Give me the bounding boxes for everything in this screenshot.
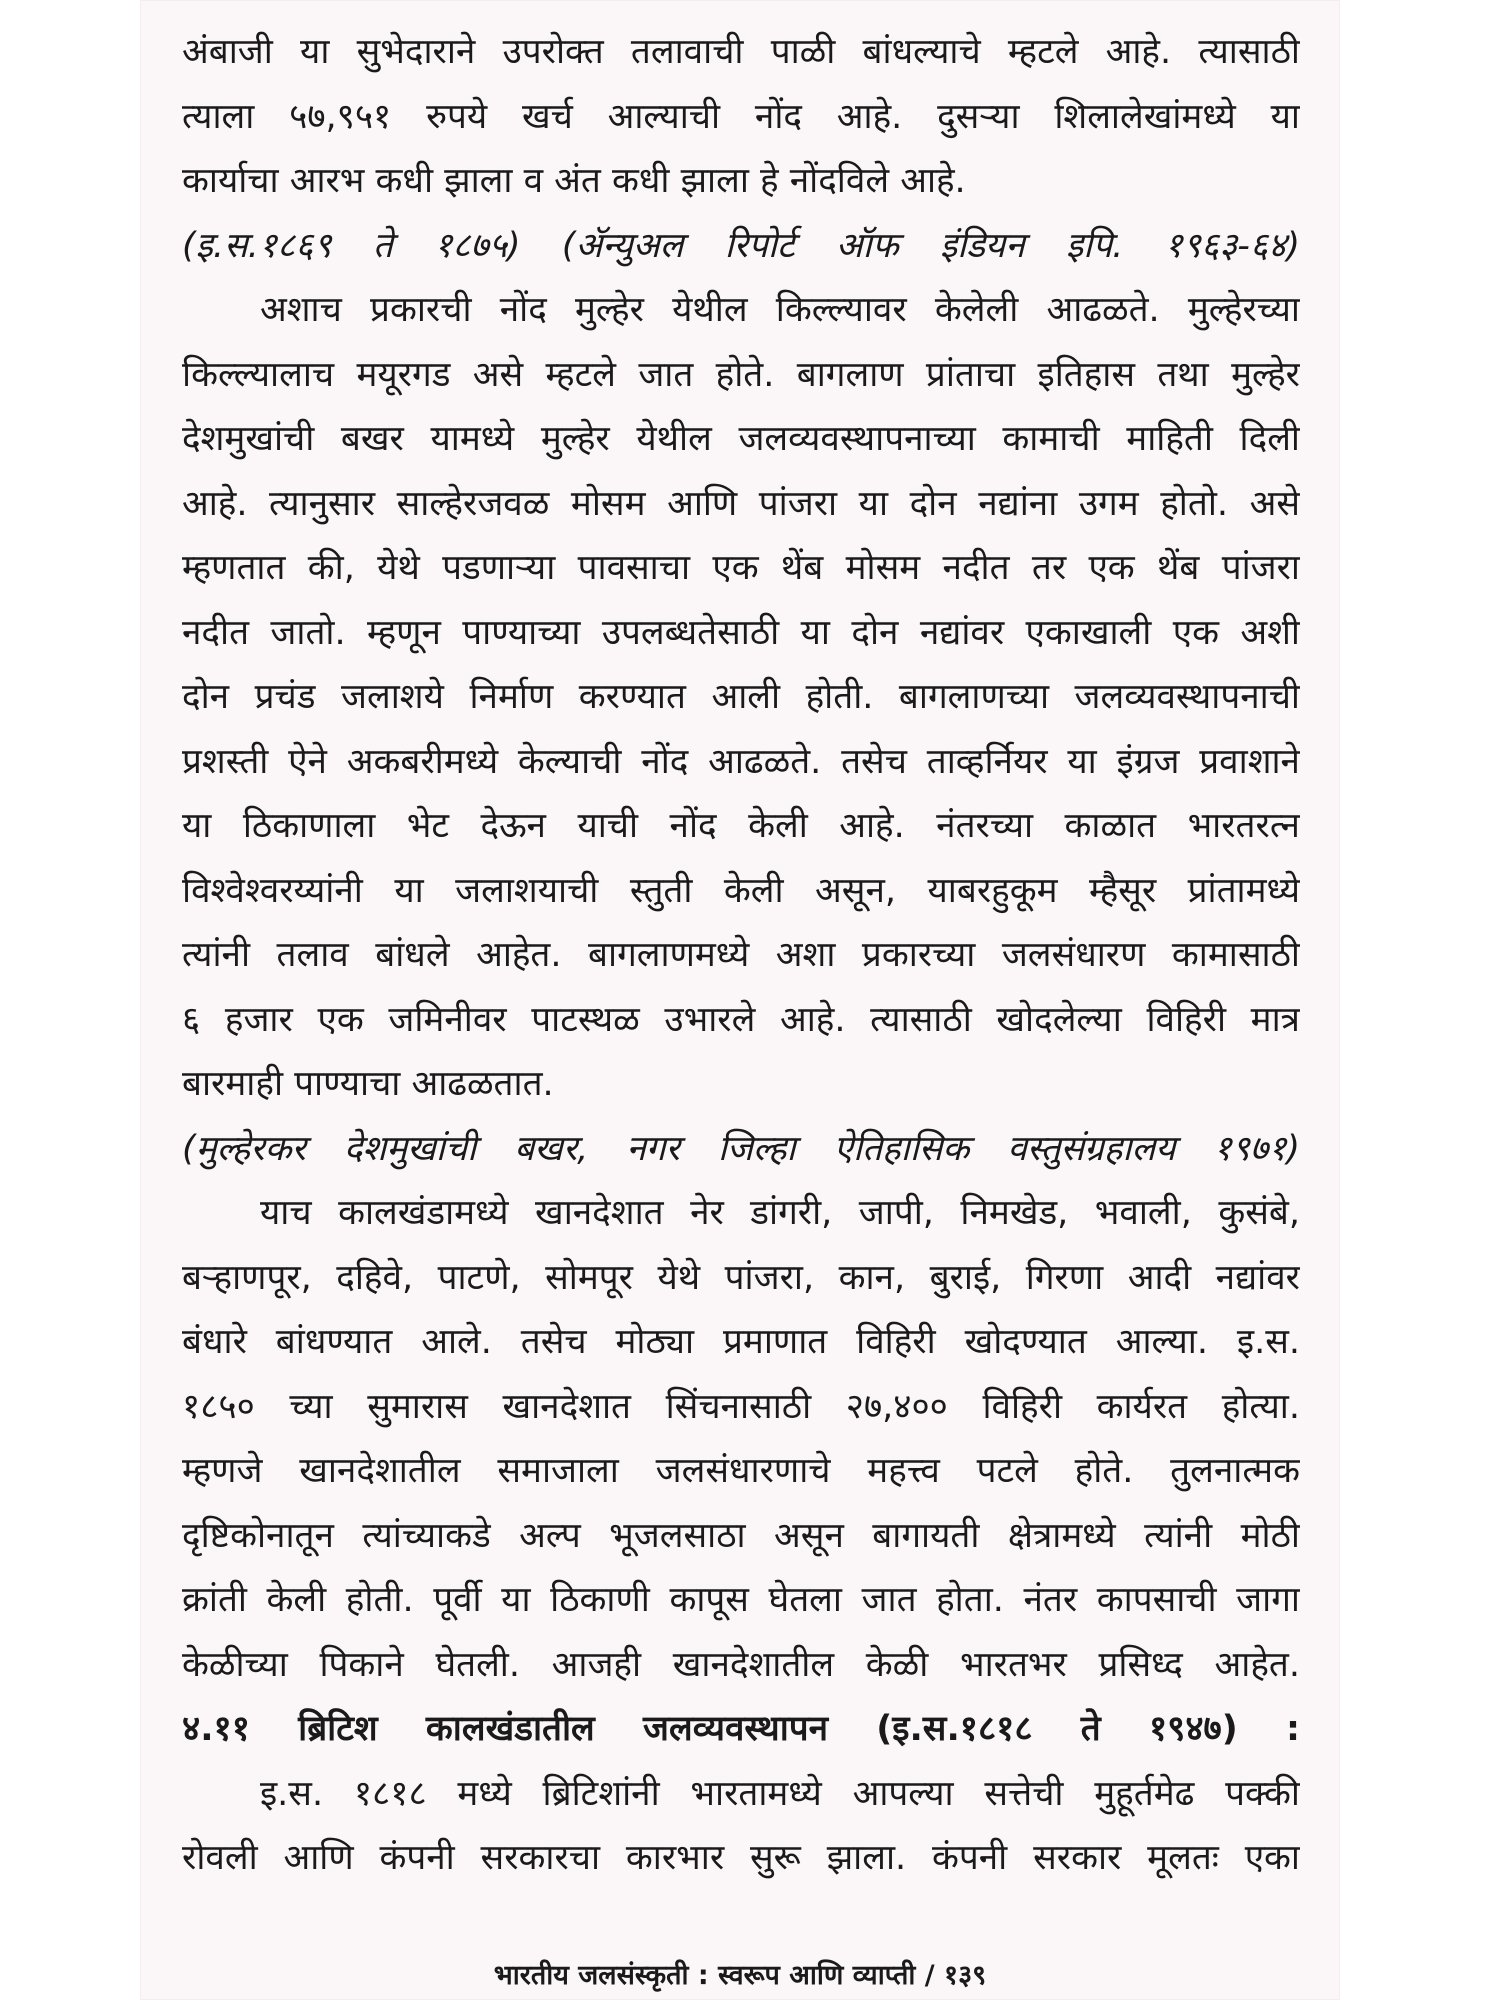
text-line: नदीत जातो. म्हणून पाण्याच्या उपलब्धतेसाठी या दोन नद्यांवर एकाखाली एक अशी [182,612,1300,653]
text-line: केळीच्या पिकाने घेतली. आजही खानदेशातील केळी भारतभर प्रसिध्द आहेत. [182,1644,1300,1685]
text-line: अशाच प्रकारची नोंद मुल्हेर येथील किल्ल्यावर केलेली आढळते. मुल्हेरच्या [260,290,1300,330]
text-line: कार्याचा आरभ कधी झाला व अंत कधी झाला हे नोंदविले आहे. [182,161,966,201]
text-line: ६ हजार एक जमिनीवर पाटस्थळ उभारले आहे. त्यासाठी खोदलेल्या विहिरी मात्र [182,999,1300,1040]
text-line: त्यांनी तलाव बांधले आहेत. बागलाणमध्ये अशा प्रकारच्या जलसंधारण कामासाठी [182,935,1300,975]
text-line: बऱ्हाणपूर, दहिवे, पाटणे, सोमपूर येथे पांजरा, कान, बुराई, गिरणा आदी नद्यांवर [182,1257,1300,1298]
body-text [182,20,1300,1891]
text-line: विश्वेश्वरय्यांनी या जलाशयाची स्तुती केली असून, याबरहुकूम म्हैसूर प्रांतामध्ये [182,870,1300,911]
text-line: १८५० च्या सुमारास खानदेशात सिंचनासाठी २७,४०० विहिरी कार्यरत होत्या. [182,1386,1300,1427]
citation-line: (मुल्हेरकर देशमुखांची बखर, नगर जिल्हा ऐतिहासिक वस्तुसंग्रहालय १९७१) [182,1128,1300,1169]
text-line: बंधारे बांधण्यात आले. तसेच मोठ्या प्रमाणात विहिरी खोदण्यात आल्या. इ.स. [182,1322,1300,1362]
text-line: म्हणतात की, येथे पडणाऱ्या पावसाचा एक थेंब मोसम नदीत तर एक थेंब पांजरा [182,548,1300,588]
text-line: या ठिकाणाला भेट देऊन याची नोंद केली आहे. नंतरच्या काळात भारतरत्न [182,806,1300,846]
text-line: किल्ल्यालाच मयूरगड असे म्हटले जात होते. बागलाण प्रांताचा इतिहास तथा मुल्हेर [182,354,1300,395]
text-line: रोवली आणि कंपनी सरकारचा कारभार सुरू झाला. कंपनी सरकार मूलतः एका [182,1838,1300,1878]
text-line: आहे. त्यानुसार साल्हेरजवळ मोसम आणि पांजरा या दोन नद्यांना उगम होतो. असे [182,483,1300,524]
text-line: बारमाही पाण्याचा आढळतात. [182,1064,554,1104]
text-line: देशमुखांची बखर यामध्ये मुल्हेर येथील जलव्यवस्थापनाच्या कामाची माहिती दिली [182,419,1300,459]
text-line: अंबाजी या सुभेदाराने उपरोक्त तलावाची पाळी बांधल्याचे म्हटले आहे. त्यासाठी [182,32,1300,72]
text-line: याच कालखंडामध्ये खानदेशात नेर डांगरी, जापी, निमखेड, भवाली, कुसंबे, [260,1193,1300,1233]
text-line: क्रांती केली होती. पूर्वी या ठिकाणी कापूस घेतला जात होता. नंतर कापसाची जागा [182,1580,1300,1620]
citation-line: (इ.स.१८६९ ते १८७५) (ॲन्युअल रिपोर्ट ऑफ इंडियन इपि. १९६३-६४) [182,225,1300,266]
text-line: त्याला ५७,९५१ रुपये खर्च आल्याची नोंद आहे. दुसऱ्या शिलालेखांमध्ये या [182,96,1300,137]
text-line: म्हणजे खानदेशातील समाजाला जलसंधारणाचे महत्त्व पटले होते. तुलनात्मक [182,1451,1300,1491]
page-footer: भारतीय जलसंस्कृती : स्वरूप आणि व्याप्ती / १३९ [493,1960,987,1991]
text-line: प्रशस्ती ऐने अकबरीमध्ये केल्याची नोंद आढळते. तसेच ताव्हर्नियर या इंग्रज प्रवाशाने [182,741,1300,782]
book-page [140,0,1340,2000]
section-heading: ४.११ ब्रिटिश कालखंडातील जलव्यवस्थापन (इ.स.१८१८ ते १९४७) : [182,1709,1300,1749]
text-line: दोन प्रचंड जलाशये निर्माण करण्यात आली होती. बागलाणच्या जलव्यवस्थापनाची [182,677,1300,717]
text-line: दृष्टिकोनातून त्यांच्याकडे अल्प भूजलसाठा असून बागायती क्षेत्रामध्ये त्यांनी मोठी [182,1515,1300,1556]
text-line: इ.स. १८१८ मध्ये ब्रिटिशांनी भारतामध्ये आपल्या सत्तेची मुहूर्तमेढ पक्की [260,1773,1300,1814]
